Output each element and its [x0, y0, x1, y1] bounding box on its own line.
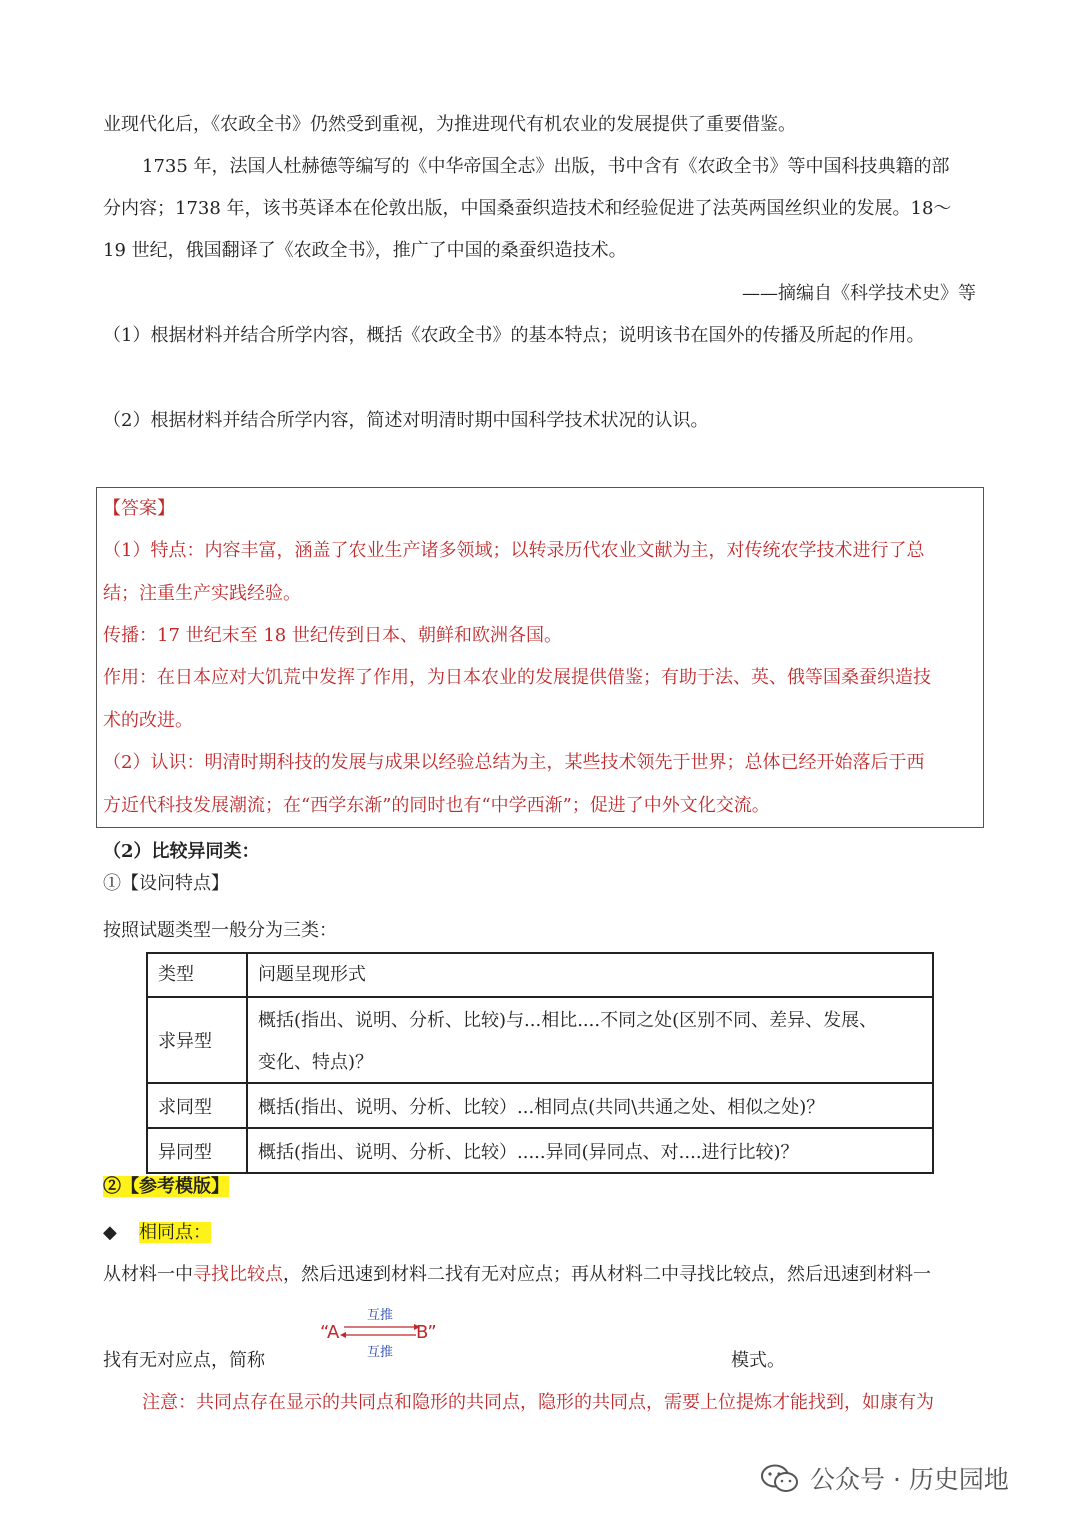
answer-line: 方近代科技发展潮流；在“西学东渐”的同时也有“中学西渐”；促进了中外文化交流。 [103, 795, 770, 816]
answer-line: 传播：17 世纪末至 18 世纪传到日本、朝鲜和欧洲各国。 [103, 625, 562, 646]
question-1: （1）根据材料并结合所学内容，概括《农政全书》的基本特点；说明该书在国外的传播及所起的作用。 [103, 325, 925, 346]
arrow-left-icon [340, 1332, 346, 1338]
diagram-node-a: “A [320, 1322, 340, 1343]
passage-line: 业现代化后，《农政全书》仍然受到重视，为推进现代有机农业的发展提供了重要借鉴。 [103, 114, 796, 135]
table-column-divider [246, 954, 248, 1172]
answer-line: 作用：在日本应对大饥荒中发挥了作用，为日本农业的发展提供借鉴；有助于法、英、俄等国桑蚕织造技 [103, 667, 931, 688]
wechat-icon [760, 1463, 800, 1493]
table-row-divider [148, 1082, 932, 1084]
passage-line: 1735 年，法国人杜赫德等编写的《中华帝国全志》出版，书中含有《农政全书》等中国科技典籍的部 [142, 156, 950, 177]
answer-heading: 【答案】 [103, 498, 175, 519]
answer-line: 结；注重生产实践经验。 [103, 583, 301, 604]
watermark [760, 1460, 1009, 1496]
section-subheading: ①【设问特点】 [103, 873, 229, 894]
passage-line: 分内容；1738 年，该书英译本在伦敦出版，中国桑蚕织造技术和经验促进了法英两国丝织业的发展。18～ [103, 198, 952, 219]
diagram-node-b: B” [416, 1322, 437, 1343]
passage-line: 19 世纪，俄国翻译了《农政全书》，推广了中国的桑蚕织造技术。 [103, 240, 627, 261]
template-note: 注意：共同点存在显示的共同点和隐形的共同点，隐形的共同点，需要上位提炼才能找到，如康有为 [142, 1392, 934, 1413]
template-text: ，然后迅速到材料二找有无对应点；再从材料二中寻找比较点，然后迅速到材料一 [283, 1264, 931, 1285]
question-2: （2）根据材料并结合所学内容，简述对明清时期中国科学技术状况的认识。 [103, 410, 709, 431]
bullet-icon: ◆ [103, 1222, 117, 1243]
answer-line: （2）认识：明清时期科技的发展与成果以经验总结为主，某些技术领先于世界；总体已经开始落后于西 [103, 752, 925, 773]
template-line [103, 1263, 931, 1287]
section-intro: 按照试题类型一般分为三类： [103, 920, 337, 941]
table-cell-type: 求异型 [158, 1031, 212, 1052]
template-heading [103, 1175, 229, 1199]
table-header-type: 类型 [158, 964, 194, 985]
same-label [139, 1221, 211, 1245]
watermark-text: 公众号 · 历史园地 [810, 1465, 1009, 1494]
table-row-divider [148, 996, 932, 998]
answer-line: （1）特点：内容丰富，涵盖了农业生产诸多领域；以转录历代农业文献为主，对传统农学技术进行了总 [103, 540, 925, 561]
table-row-divider [148, 1127, 932, 1129]
template-line: 找有无对应点，简称 [103, 1350, 265, 1371]
diagram-label-bottom: 互推 [366, 1345, 394, 1360]
template-heading-text: ②【参考模版】 [103, 1176, 229, 1197]
answer-line: 术的改进。 [103, 710, 193, 731]
table-cell-form: 概括(指出、说明、分析、比较）...相同点(共同\共通之处、相似之处)？ [258, 1097, 825, 1118]
question-type-table [146, 952, 934, 1174]
table-cell-type: 异同型 [158, 1142, 212, 1163]
diagram-label-top: 互推 [366, 1308, 394, 1323]
passage-source: ——摘编自《科学技术史》等 [742, 283, 976, 304]
template-text: 从材料一中 [103, 1264, 193, 1285]
table-cell-form: 变化、特点)？ [258, 1052, 374, 1073]
mutual-inference-diagram [318, 1308, 442, 1360]
table-cell-type: 求同型 [158, 1097, 212, 1118]
section-title: （2）比较异同类： [103, 841, 260, 862]
same-label-text: 相同点： [139, 1222, 211, 1243]
template-line-end: 模式。 [731, 1350, 785, 1371]
table-header-form: 问题呈现形式 [258, 964, 366, 985]
template-keyword: 寻找比较点 [193, 1264, 283, 1285]
table-cell-form: 概括(指出、说明、分析、比较）.....异同(异同点、对....进行比较)？ [258, 1142, 799, 1163]
table-cell-form: 概括(指出、说明、分析、比较)与...相比....不同之处(区别不同、差异、发展、 [258, 1010, 878, 1031]
